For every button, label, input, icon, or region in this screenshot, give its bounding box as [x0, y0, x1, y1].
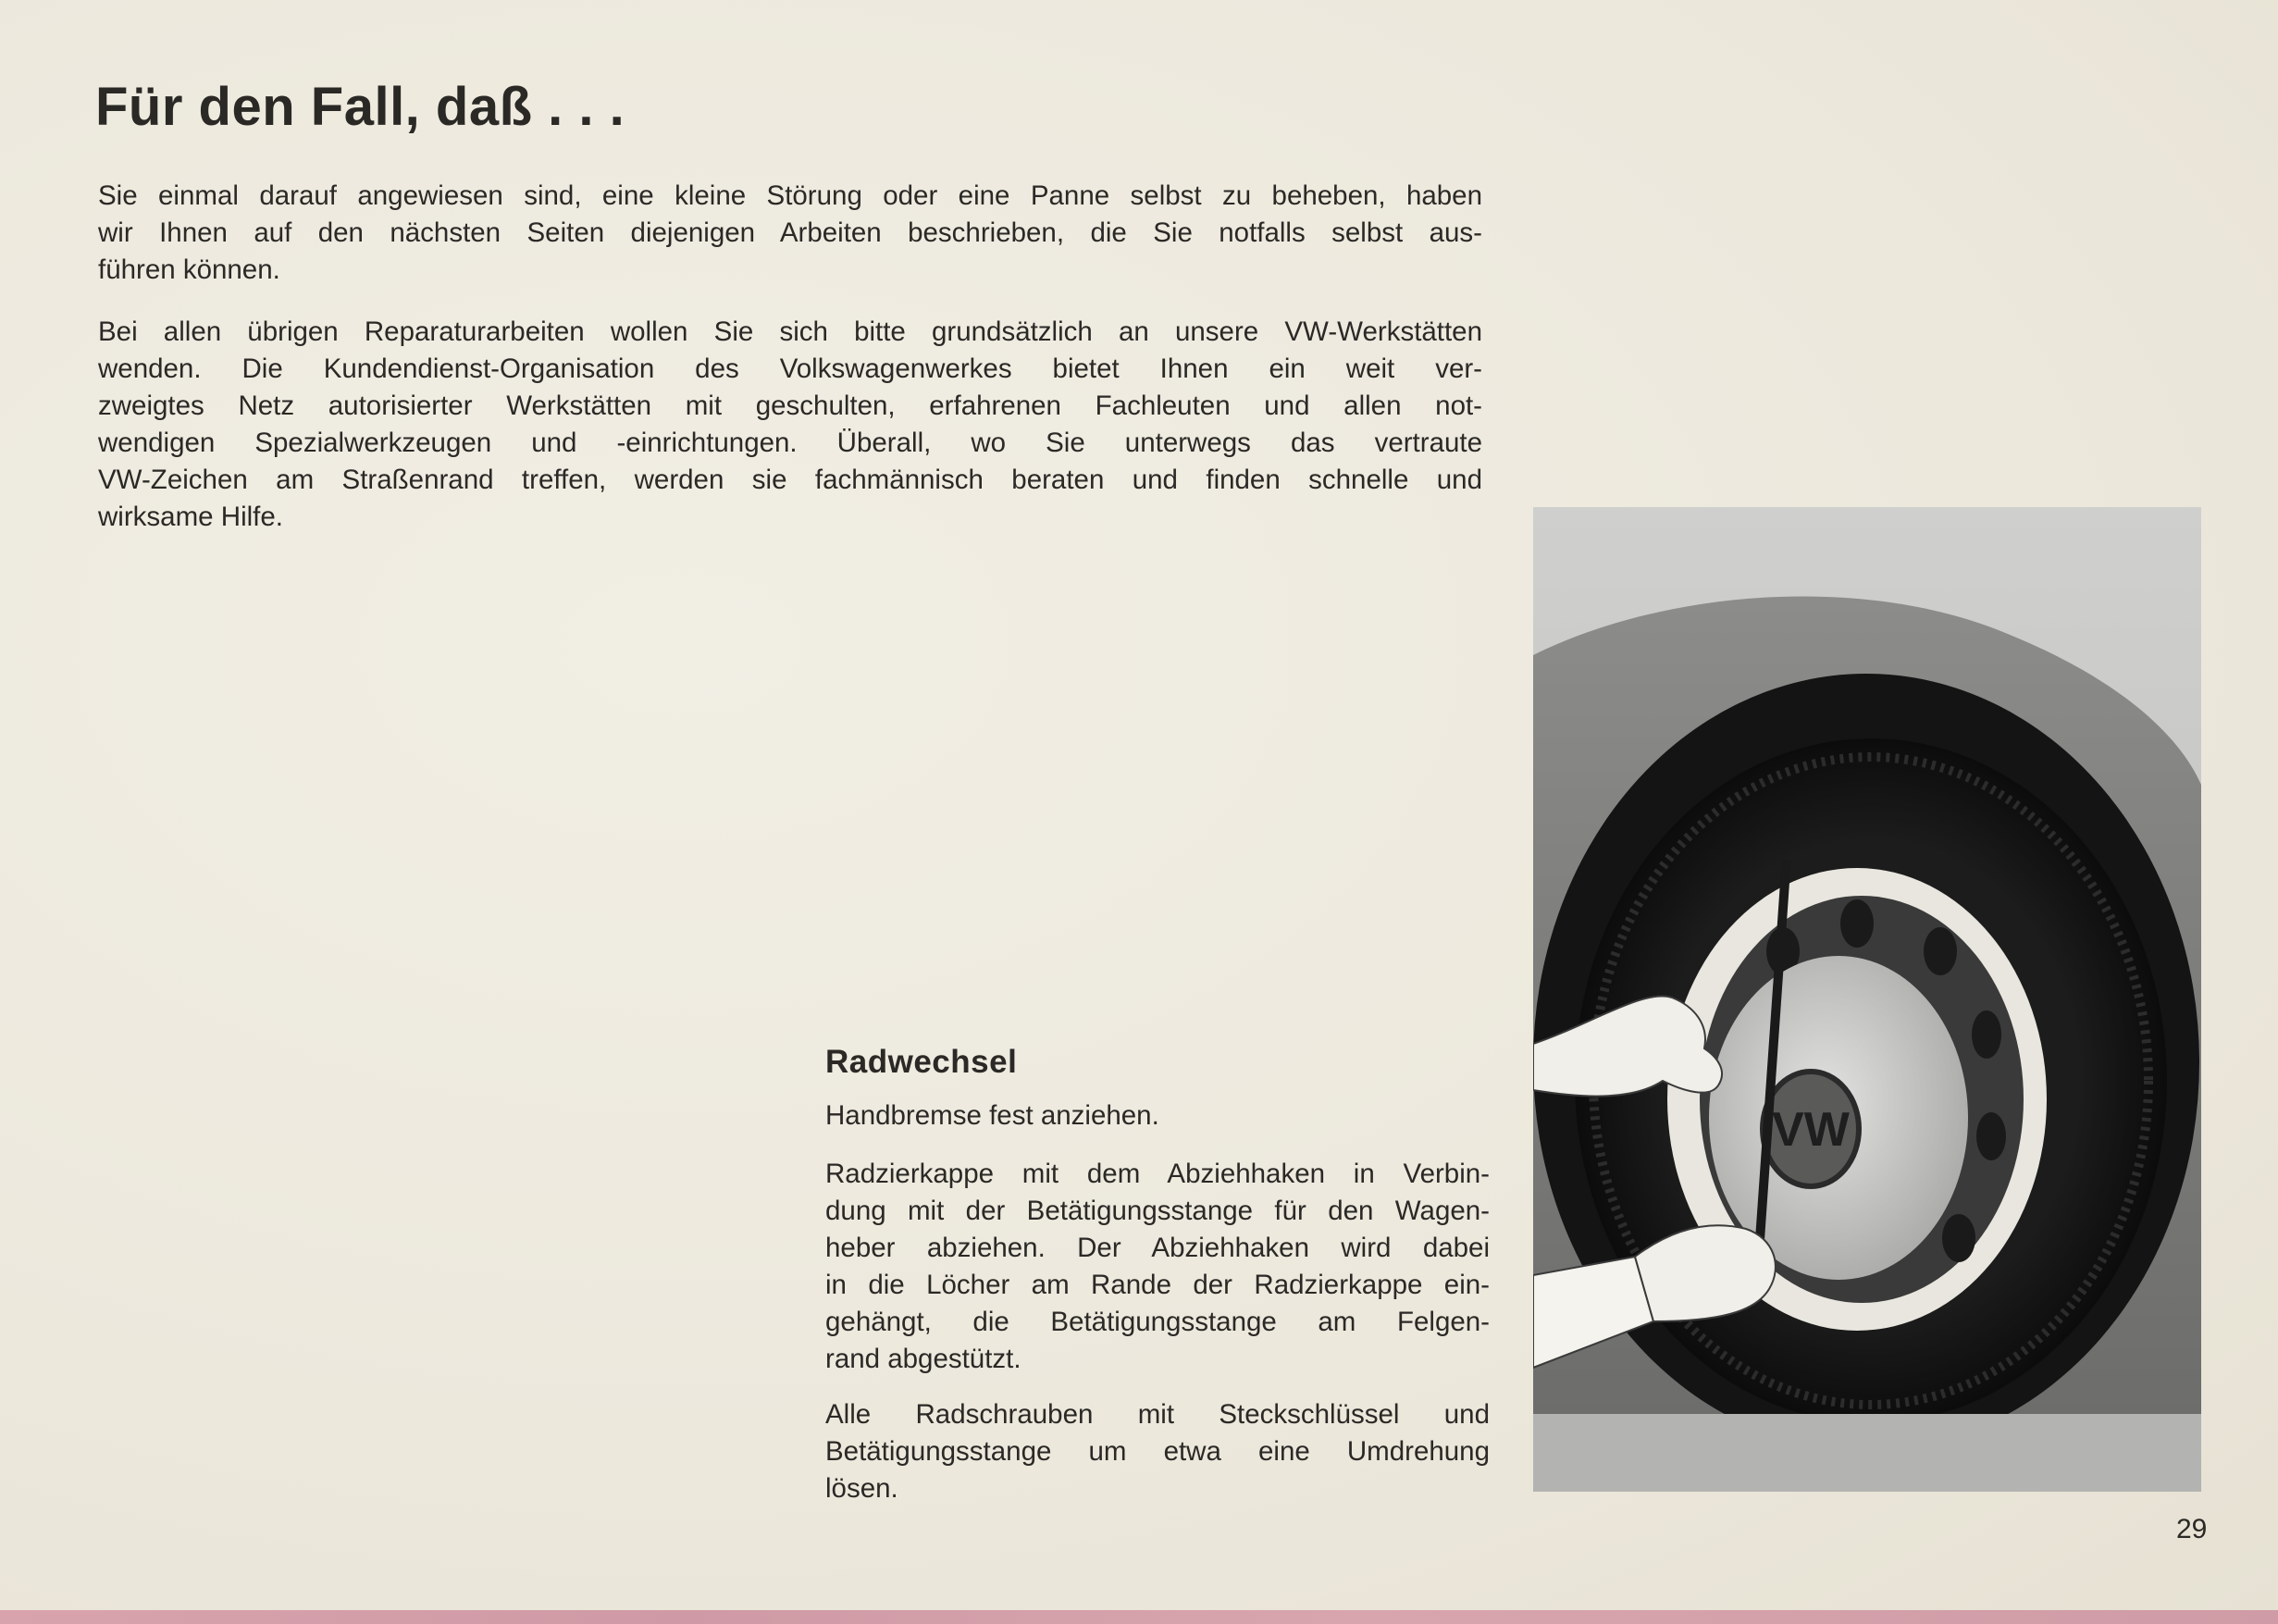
text-line: wirksame Hilfe.	[98, 502, 283, 532]
text-line: in die Löcher am Rande der Radzierkappe ein-	[825, 1270, 1490, 1300]
body-paragraph	[98, 314, 1482, 536]
step-paragraph	[825, 1156, 1490, 1378]
text-line: VW-Zeichen am Straßenrand treffen, werden sie fachmännisch beraten und finden schnelle und	[98, 465, 1482, 495]
text-line: gehängt, die Betätigungsstange am Felgen-	[825, 1307, 1490, 1337]
page-number: 29	[2176, 1514, 2208, 1544]
wheel-illustration	[1533, 507, 2201, 1492]
svg-text:VW: VW	[1772, 1103, 1850, 1157]
text-line: heber abziehen. Der Abziehhaken wird dabei	[825, 1233, 1490, 1263]
text-line: wir Ihnen auf den nächsten Seiten diejenigen Arbeiten beschrieben, die Sie notfalls selbst aus-	[98, 217, 1482, 248]
step-paragraph	[825, 1097, 1490, 1134]
text-line: Radzierkappe mit dem Abziehhaken in Verbin-	[825, 1159, 1490, 1189]
step-paragraph	[825, 1396, 1490, 1507]
text-line: dung mit der Betätigungsstange für den Wagen-	[825, 1196, 1490, 1226]
text-line: führen können.	[98, 254, 280, 285]
text-line: Alle Radschrauben mit Steckschlüssel und	[825, 1399, 1490, 1430]
text-line: lösen.	[825, 1473, 898, 1504]
text-line: wendigen Spezialwerkzeugen und -einrichtungen. Überall, wo Sie unterwegs das vertraute	[98, 428, 1482, 458]
text-line: Betätigungsstange um etwa eine Umdrehung	[825, 1436, 1490, 1467]
bottom-edge-strip	[0, 1610, 2278, 1624]
ground	[1533, 1414, 2201, 1492]
text-line: zweigtes Netz autorisierter Werkstätten mit geschulten, erfahrenen Fachleuten und allen not-	[98, 391, 1482, 421]
text-line: Sie einmal darauf angewiesen sind, eine kleine Störung oder eine Panne selbst zu beheben, haben	[98, 180, 1482, 211]
text-line: wenden. Die Kundendienst-Organisation des Volkswagenwerkes bietet Ihnen ein weit ver-	[98, 353, 1482, 384]
page-title: Für den Fall, daß . . .	[95, 77, 625, 137]
intro-paragraph	[98, 178, 1482, 289]
text-line: Handbremse fest anziehen.	[825, 1100, 1159, 1131]
section-title: Radwechsel	[825, 1044, 1018, 1080]
wheel-photo	[1533, 507, 2201, 1492]
text-line: Bei allen übrigen Reparaturarbeiten wollen Sie sich bitte grundsätzlich an unsere VW-Werkstätten	[98, 316, 1482, 347]
text-line: rand abgestützt.	[825, 1344, 1021, 1374]
